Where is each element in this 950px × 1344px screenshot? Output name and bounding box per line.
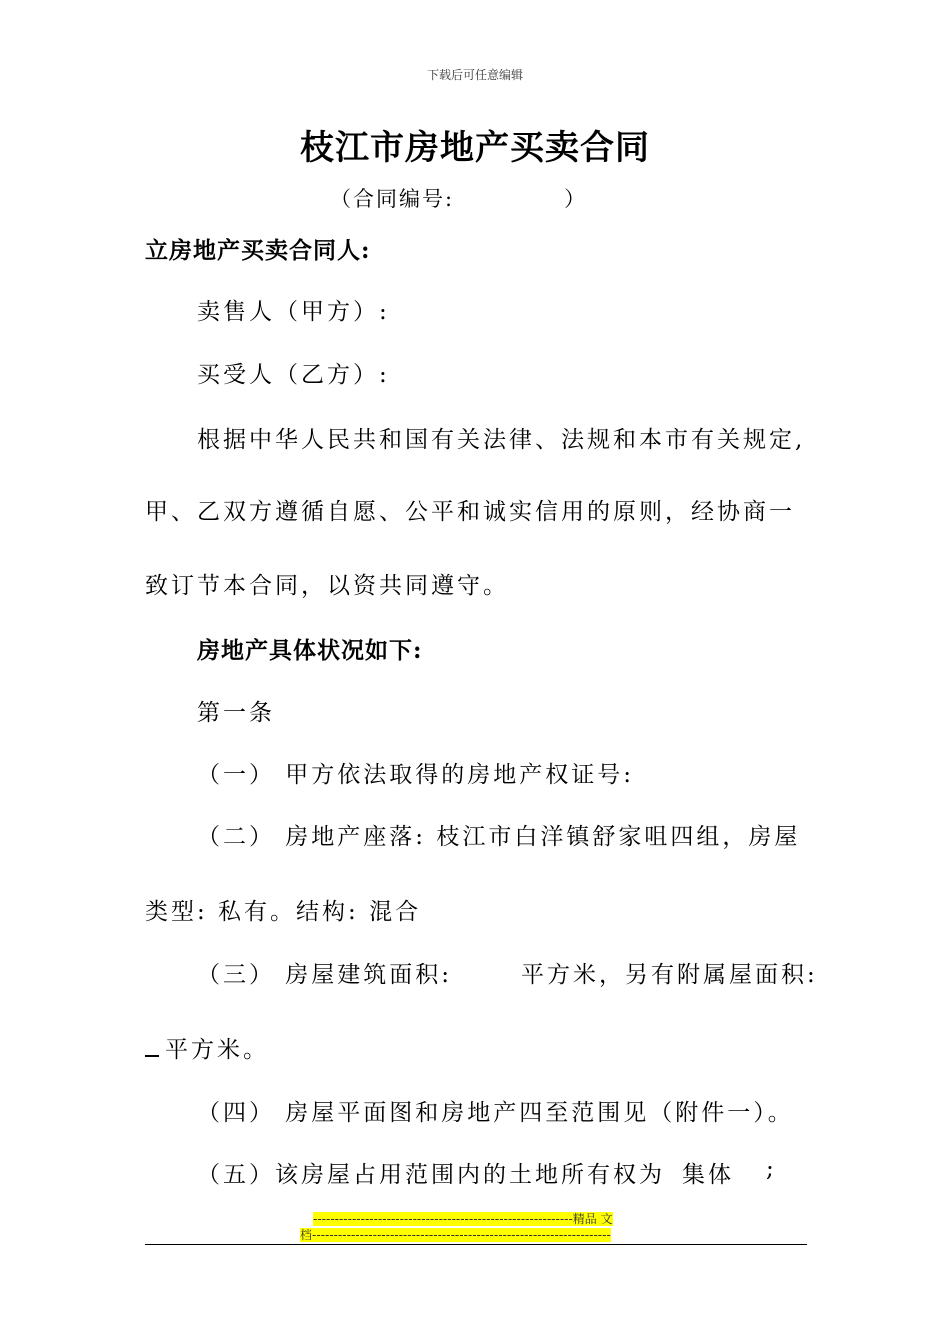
contract-number [330,183,587,213]
situation-heading: 房地产具体状况如下: [197,637,423,664]
footer-watermark-line-2: 档--------------------------------------------------------------------- [300,1228,611,1242]
seller-line: 卖售人（甲方）: [197,299,390,325]
item-1: （一） 甲方依法取得的房地产权证号: [197,762,635,788]
item-3-unit: 平方米。 [165,1037,269,1063]
buyer-line: 买受人（乙方）: [197,362,390,388]
document-title: 枝江市房地产买卖合同 [300,128,650,168]
item-5-value: 集体 [682,1162,734,1188]
item-5-label: （五）该房屋占用范围内的土地所有权为 [197,1162,665,1188]
footer-watermark-line-1: ------------------------------------------------------------精品 文 [313,1212,613,1226]
intro-paragraph-line-1: 根据中华人民共和国有关法律、法规和本市有关规定, [197,427,806,453]
intro-paragraph-line-3: 致订节本合同，以资共同遵守。 [145,573,509,599]
item-3-area-label: （三） 房屋建筑面积: [197,962,453,988]
item-3-line-2 [145,1031,269,1064]
page-header: 下载后可任意编辑 [426,68,523,82]
footer-divider [145,1244,807,1245]
item-3-annex-label: 平方米，另有附属屋面积: [521,962,818,988]
intro-paragraph-line-2: 甲、乙双方遵循自愿、公平和诚实信用的原则，经协商一 [145,499,795,525]
item-2-line-1: （二） 房地产座落: 枝江市白洋镇舒家咀四组，房屋 [197,824,801,850]
parties-heading: 立房地产买卖合同人: [145,237,371,264]
item-5-end: ; [766,1156,777,1182]
item-5 [197,1156,665,1189]
item-4: （四） 房屋平面图和房地产四至范围见（附件一）。 [197,1100,794,1126]
item-3-line-1 [197,956,452,989]
contract-number-close: ） [564,187,588,211]
annex-area-blank [145,1045,159,1057]
contract-number-label: （合同编号: [330,187,455,211]
item-2-line-2: 类型: 私有。结构: 混合 [145,899,422,925]
article-1-heading: 第一条 [197,700,275,726]
